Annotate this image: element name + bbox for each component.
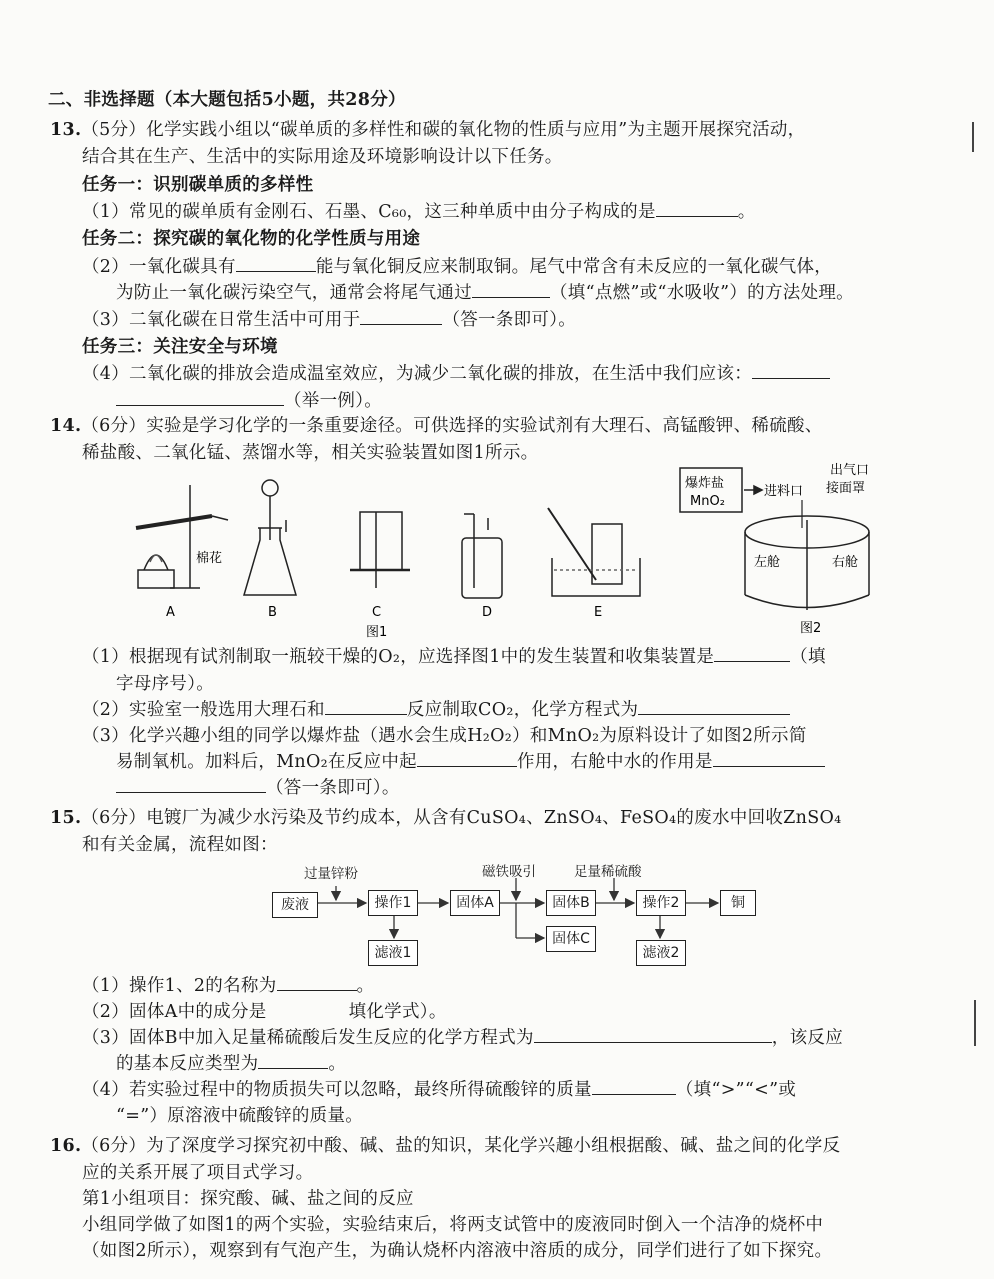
alcohol-lamp-base [138,570,174,588]
q15-blank-3[interactable] [534,1026,772,1043]
q13-part-2c: 为防止一氧化碳污染空气，通常会将尾气通过 [116,283,472,303]
flow-box-filtrate-1: 滤液1 [368,940,418,966]
q14-part-3-end [116,776,400,800]
figure-2-oxygen-maker [672,460,942,640]
q13-line-1 [50,118,805,142]
q15-part-2b: 填化学式）。 [348,1002,447,1022]
label-b: B [268,605,277,620]
q15-part-4 [82,1078,796,1102]
q13-number: 13. [50,120,82,140]
q13-blank-5[interactable] [752,362,830,379]
label-e: E [594,605,603,620]
q16-line-2: 应的关系开展了项目式学习。 [82,1163,314,1183]
q14-part-2 [82,698,790,722]
q14-blank-6[interactable] [116,776,266,793]
q16-line-3: 第1小组项目：探究酸、碱、盐之间的反应 [82,1189,414,1209]
q15-number: 15. [50,808,82,828]
q15-line-2: 和有关金属，流程如图： [82,835,278,855]
inlet-label: 进料口 [764,484,804,499]
box-label-explosive-salt: 爆炸盐 [685,476,725,491]
q14-part-2a: （2）实验室一般选用大理石和 [82,700,325,720]
q15-part-3a: （3）固体B中加入足量稀硫酸后发生反应的化学方程式为 [82,1028,534,1048]
q14-part-3b: 易制氧机。加料后，MnO₂在反应中起 [116,752,417,772]
q13-part-2-cont [116,281,854,305]
figure-1-apparatus [120,470,660,640]
outlet-label-1: 出气口 [830,463,870,478]
q16-line-1 [50,1134,840,1158]
section-header: 二、非选择题（本大题包括5小题，共28分） [48,90,406,110]
q15-blank-1[interactable] [277,974,357,991]
q13-part-1 [82,200,756,224]
q13-task-2: 任务二：探究碳的氧化物的化学性质与用途 [82,229,421,249]
q14-part-2b: 反应制取CO₂，化学方程式为 [406,700,639,720]
q13-part-3a: （3）二氧化碳在日常生活中可用于 [82,310,361,330]
q13-task-1: 任务一：识别碳单质的多样性 [82,175,314,195]
q13-part-3b: （答一条即可）。 [442,310,577,330]
left-chamber-label: 左舱 [754,555,781,570]
q14-line-2: 稀盐酸、二氧化锰、蒸馏水等，相关实验装置如图1所示。 [82,443,539,463]
figure-2-caption: 图2 [800,621,822,636]
q14-blank-2[interactable] [325,698,407,715]
q13-part-3 [82,308,576,332]
q15-part-4a: （4）若实验过程中的物质损失可以忽略，最终所得硫酸锌的质量 [82,1080,592,1100]
q15-blank-5[interactable] [592,1078,676,1095]
q14-part-3-cont [116,750,825,774]
q14-part-1-cont: 字母序号）。 [116,674,215,694]
q14-number: 14. [50,416,82,436]
q15-line-1 [50,806,841,830]
flow-box-solid-b: 固体B [546,890,596,916]
q16-line-5: （如图2所示），观察到有气泡产生，为确认烧杯内溶液中溶质的成分，同学们进行了如下探究。 [82,1241,833,1261]
q13-part-2 [82,255,832,279]
q14-part-1a: （1）根据现有试剂制取一瓶较干燥的O₂，应选择图1中的发生装置和收集装置是 [82,647,715,667]
q15-part-4-cont: “=”）原溶液中硫酸锌的质量。 [116,1106,364,1126]
q14-part-3c: 作用，右舱中水的作用是 [516,752,713,772]
q15-blank-4[interactable] [258,1052,328,1069]
q16-line-4: 小组同学做了如图1的两个实验，实验结束后，将两支试管中的废液同时倒入一个洁净的烧杯中 [82,1215,824,1235]
q14-part-3: （3）化学兴趣小组的同学以爆炸盐（遇水会生成H₂O₂）和MnO₂为原料设计了如图2所示简 [82,726,807,746]
q15-part-3-cont [116,1052,346,1076]
q15-part-4b: （填“>”“<”或 [675,1080,797,1100]
q14-blank-1[interactable] [714,645,790,662]
flow-arrows [260,870,780,980]
flow-label-zinc: 过量锌粉 [304,866,358,882]
q15-stem-1: （6分）电镀厂为减少水污染及节约成本，从含有CuSO₄、ZnSO₄、FeSO₄的废水中回收ZnSO₄ [81,808,842,828]
flow-box-solid-c: 固体C [546,926,596,952]
q15-part-3b: ，该反应 [771,1028,843,1048]
right-chamber-label: 右舱 [832,555,859,570]
q13-blank-6[interactable] [116,389,284,406]
q13-blank-4[interactable] [360,308,442,325]
q15-part-1a: （1）操作1、2的名称为 [82,976,277,996]
q13-part-4 [82,362,830,386]
q14-part-3d: （答一条即可）。 [266,778,400,798]
figure-1-caption: 图1 [366,625,388,640]
q13-stem-1: （5分）化学实践小组以“碳单质的多样性和碳的氧化物的性质与应用”为主题开展探究活动， [81,120,806,140]
q14-blank-3[interactable] [638,698,790,715]
q13-part-4-cont [116,389,382,413]
q13-part-2d: （填“点燃”或“水吸收”）的方法处理。 [550,283,854,303]
flow-box-filtrate-2: 滤液2 [636,940,686,966]
flow-label-magnet: 磁铁吸引 [482,864,536,880]
q13-part-2b: 能与氧化铜反应来制取铜。尾气中常含有未反应的一氧化碳气体， [315,257,833,277]
flow-label-acid: 足量稀硫酸 [574,864,642,880]
q13-line-2: 结合其在生产、生活中的实际用途及环境影响设计以下任务。 [82,147,563,167]
q13-part-1-text: （1）常见的碳单质有金刚石、石墨、C₆₀，这三种单质中由分子构成的是 [82,202,656,222]
flow-box-copper: 铜 [720,890,756,916]
q16-number: 16. [50,1136,82,1156]
q13-part-2a: （2）一氧化碳具有 [82,257,236,277]
outlet-label-2: 接面罩 [826,481,866,496]
q15-part-1b: 。 [356,976,375,996]
q15-part-3c: 的基本反应类型为 [116,1054,259,1074]
q14-blank-4[interactable] [417,750,517,767]
flow-box-op1: 操作1 [368,890,418,916]
q16-stem-1: （6分）为了深度学习探究初中酸、碱、盐的知识，某化学兴趣小组根据酸、碱、盐之间的化学反 [81,1136,841,1156]
q13-part-4a: （4）二氧化碳的排放会造成温室效应，为减少二氧化碳的排放，在生活中我们应该： [82,364,753,384]
q15-part-3 [82,1026,843,1050]
cotton-label: 棉花 [196,551,223,566]
q13-part-4b: （举一例）。 [284,391,383,411]
margin-mark-bottom [974,1000,976,1046]
q15-part-1 [82,974,374,998]
q14-blank-5[interactable] [713,750,825,767]
flow-box-op2: 操作2 [636,890,686,916]
q13-blank-1[interactable] [656,200,738,217]
q13-blank-2[interactable] [236,255,316,272]
box-label-mno2: MnO₂ [690,494,725,509]
label-c: C [372,605,382,620]
margin-mark-top [972,122,974,152]
flow-box-solid-a: 固体A [450,890,500,916]
q13-blank-3[interactable] [472,281,550,298]
q14-part-1 [82,645,826,669]
q13-part-1-end: 。 [737,202,756,222]
q15-part-3d: 。 [328,1054,347,1074]
q14-line-1 [50,414,823,438]
flow-box-waste: 废液 [272,892,318,918]
q14-part-1b: （填 [790,647,826,667]
q14-stem-1: （6分）实验是学习化学的一条重要途径。可供选择的实验试剂有大理石、高锰酸钾、稀硫酸、 [81,416,823,436]
label-a: A [166,605,175,620]
q15-part-2a: （2）固体A中的成分是 [82,1002,267,1022]
q15-part-2 [82,1000,447,1024]
label-d: D [482,605,493,620]
q13-task-3: 任务三：关注安全与环境 [82,337,278,357]
